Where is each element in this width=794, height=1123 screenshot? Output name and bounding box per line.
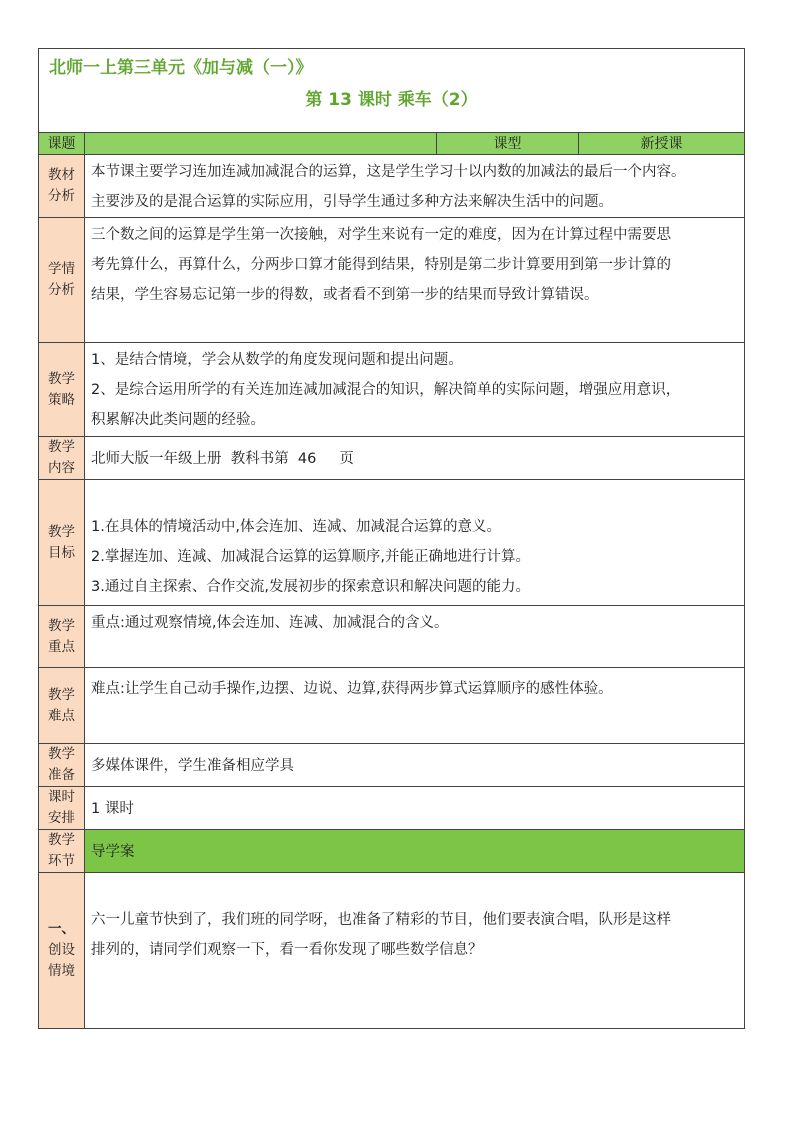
unit-title-row (39, 49, 745, 85)
lesson-title: 第 13 课时 乘车（2） (39, 85, 745, 133)
schedule-label: 课时 安排 (39, 787, 85, 830)
preparation-label: 教学 准备 (39, 744, 85, 787)
objectives-content: 1.在具体的情境活动中,体会连加、连减、加减混合运算的意义。 2.掌握连加、连减、加减混合运算的运算顺序,并能正确地进行计算。 3.通过自主探索、合作交流,发展初步的探索意识和解决问题的能力。 (85, 480, 745, 606)
scene-label: 一、 创设 情境 (39, 873, 85, 1029)
content-row (39, 437, 745, 480)
course-type-label: 课型 (437, 133, 579, 155)
key-points-text: 重点:通过观察情境,体会连加、连减、加减混合的含义。 (85, 606, 745, 668)
course-type-value: 新授课 (579, 133, 745, 155)
difficulties-label: 教学 难点 (39, 668, 85, 744)
scene-row (39, 873, 745, 1029)
procedure-label: 教学 环节 (39, 830, 85, 873)
strategy-row (39, 343, 745, 437)
textbook-analysis-row (39, 155, 745, 218)
textbook-analysis-content: 本节课主要学习连加连减加减混合的运算，这是学生学习十以内数的加减法的最后一个内容。 主要涉及的是混合运算的实际应用，引导学生通过多种方法来解决生活中的问题。 (85, 155, 745, 218)
student-analysis-label: 学情 分析 (39, 218, 85, 343)
course-value (85, 133, 437, 155)
schedule-row (39, 787, 745, 830)
preparation-row (39, 744, 745, 787)
lesson-title-row (39, 85, 745, 133)
objectives-label: 教学 目标 (39, 480, 85, 606)
unit-title: 北师一上第三单元《加与减（一）》 (39, 49, 745, 85)
lesson-plan-table (38, 48, 745, 1029)
difficulties-text: 难点:让学生自己动手操作,边摆、边说、边算,获得两步算式运算顺序的感性体验。 (85, 668, 745, 744)
key-points-row (39, 606, 745, 668)
scene-content: 六一儿童节快到了，我们班的同学呀，也准备了精彩的节目，他们要表演合唱，队形是这样 排列的，请同学们观察一下，看一看你发现了哪些数学信息？ (85, 873, 745, 1029)
key-points-label: 教学 重点 (39, 606, 85, 668)
strategy-label: 教学 策略 (39, 343, 85, 437)
procedure-text: 导学案 (85, 830, 745, 873)
schedule-text: 1 课时 (85, 787, 745, 830)
student-analysis-row (39, 218, 745, 343)
course-row (39, 133, 745, 155)
procedure-row (39, 830, 745, 873)
preparation-text: 多媒体课件，学生准备相应学具 (85, 744, 745, 787)
content-text: 北师大版一年级上册 教科书第 46 页 (85, 437, 745, 480)
objectives-row (39, 480, 745, 606)
student-analysis-content: 三个数之间的运算是学生第一次接触，对学生来说有一定的难度，因为在计算过程中需要思 考先算什么，再算什么，分两步口算才能得到结果，特别是第二步计算要用到第一步计算的 结果，学生容易忘记第一步的得数，或者看不到第一步的结果而导致计算错误。 (85, 218, 745, 343)
strategy-content: 1、是结合情境，学会从数学的角度发现问题和提出问题。 2、是综合运用所学的有关连加连减加减混合的知识，解决简单的实际问题，增强应用意识， 积累解决此类问题的经验。 (85, 343, 745, 437)
difficulties-row (39, 668, 745, 744)
textbook-analysis-label: 教材 分析 (39, 155, 85, 218)
course-label: 课题 (39, 133, 85, 155)
content-label: 教学 内容 (39, 437, 85, 480)
